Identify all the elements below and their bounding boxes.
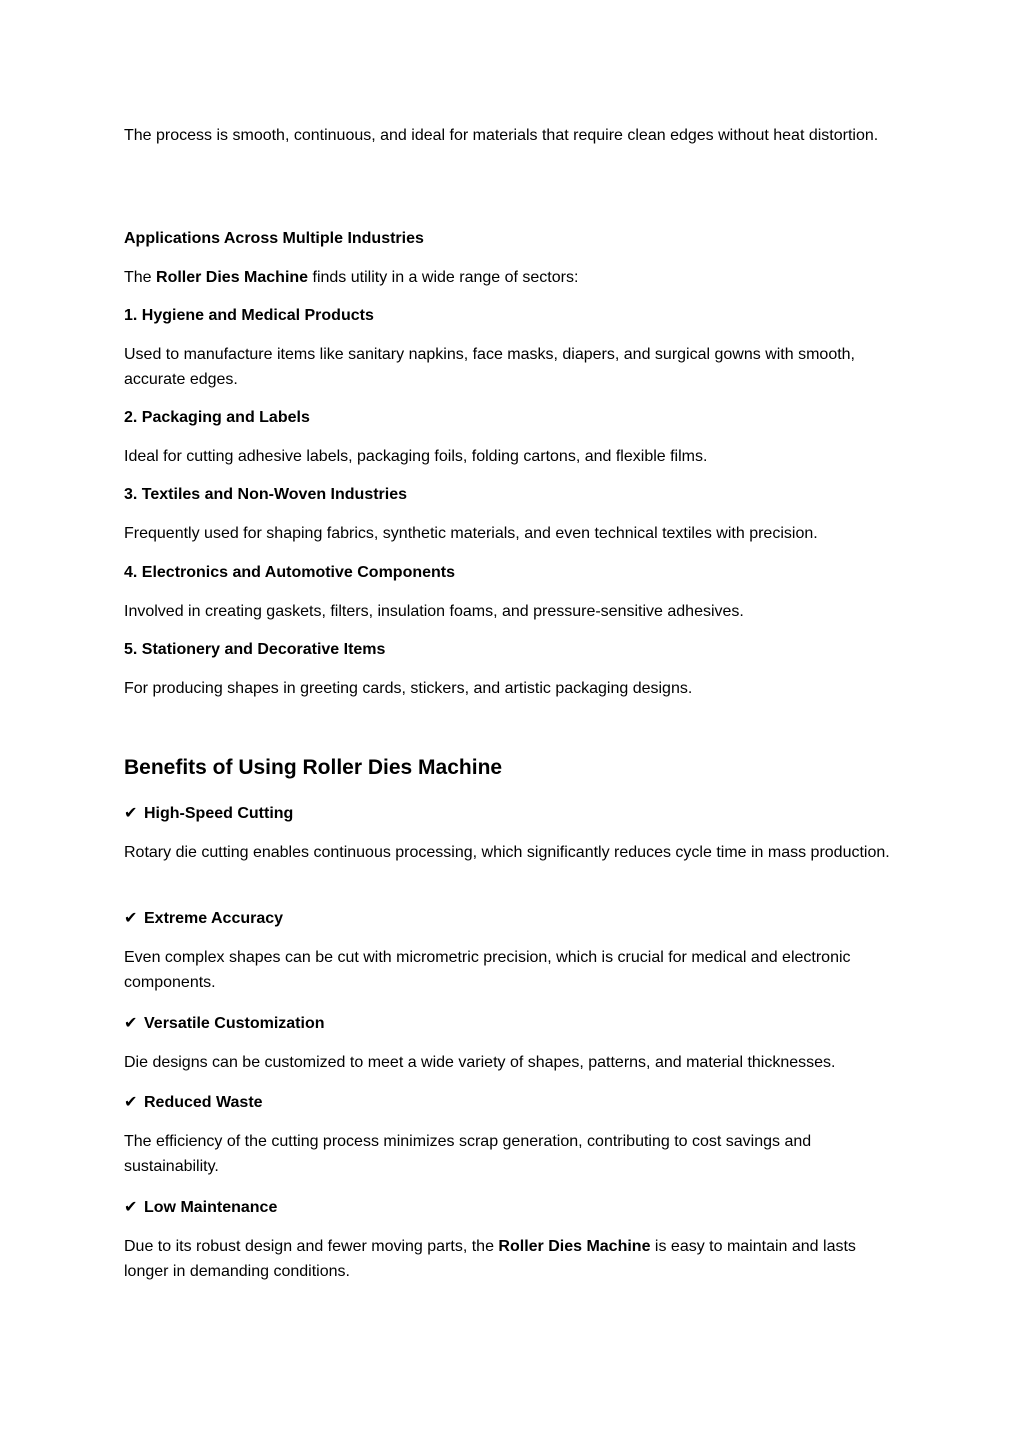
application-title-textiles: 3. Textiles and Non-Woven Industries (124, 486, 408, 503)
benefit-text-pre: Due to its robust design and fewer moving parts, the (124, 1238, 499, 1255)
application-title-stationery: 5. Stationery and Decorative Items (124, 641, 386, 658)
benefit-text-maintenance (124, 1234, 894, 1284)
application-text-stationery: For producing shapes in greeting cards, stickers, and artistic packaging designs. (124, 680, 693, 697)
benefit-title-customization (124, 1011, 894, 1036)
benefit-text-post: is easy to maintain and lasts longer in demanding conditions. (124, 1238, 856, 1280)
application-title-packaging: 2. Packaging and Labels (124, 409, 310, 426)
applications-lead-bold: Roller Dies Machine (156, 269, 309, 286)
application-text-hygiene: Used to manufacture items like sanitary napkins, face masks, diapers, and surgical gowns with smooth, accurate edges. (124, 346, 855, 388)
application-title-hygiene: 1. Hygiene and Medical Products (124, 307, 374, 324)
checkmark-icon: ✔ (124, 1015, 138, 1032)
benefit-text-speed: Rotary die cutting enables continuous processing, which significantly reduces cycle time in mass production. (124, 844, 890, 861)
application-text-textiles: Frequently used for shaping fabrics, synthetic materials, and even technical textiles with precision. (124, 525, 818, 542)
benefits-heading: Benefits of Using Roller Dies Machine (124, 756, 503, 779)
benefit-text-customization: Die designs can be customized to meet a wide variety of shapes, patterns, and material thicknesses. (124, 1054, 836, 1071)
applications-lead-post: finds utility in a wide range of sectors: (308, 269, 579, 286)
checkmark-icon: ✔ (124, 910, 138, 927)
benefit-title-text: Versatile Customization (144, 1015, 325, 1032)
application-text-packaging: Ideal for cutting adhesive labels, packaging foils, folding cartons, and flexible films. (124, 448, 708, 465)
benefit-title-waste (124, 1090, 894, 1115)
applications-lead-pre: The (124, 269, 157, 286)
checkmark-icon: ✔ (124, 805, 138, 822)
benefit-title-text: Reduced Waste (144, 1094, 263, 1111)
applications-lead (124, 265, 894, 290)
benefit-title-text: High-Speed Cutting (144, 805, 294, 822)
benefit-text-accuracy: Even complex shapes can be cut with micrometric precision, which is crucial for medical and electronic components. (124, 949, 851, 991)
benefit-title-maintenance (124, 1195, 894, 1220)
checkmark-icon: ✔ (124, 1094, 138, 1111)
benefit-title-text: Low Maintenance (144, 1199, 278, 1216)
benefit-text-waste: The efficiency of the cutting process minimizes scrap generation, contributing to cost savings and sustainability. (124, 1133, 812, 1175)
benefit-title-accuracy (124, 906, 894, 931)
checkmark-icon: ✔ (124, 1199, 138, 1216)
application-text-electronics: Involved in creating gaskets, filters, insulation foams, and pressure-sensitive adhesives. (124, 603, 744, 620)
benefit-title-speed (124, 801, 894, 826)
applications-heading: Applications Across Multiple Industries (124, 230, 424, 247)
intro-paragraph: The process is smooth, continuous, and ideal for materials that require clean edges without heat distortion. (124, 127, 879, 144)
benefit-text-bold: Roller Dies Machine (498, 1238, 651, 1255)
benefit-title-text: Extreme Accuracy (144, 910, 284, 927)
application-title-electronics: 4. Electronics and Automotive Components (124, 564, 456, 581)
